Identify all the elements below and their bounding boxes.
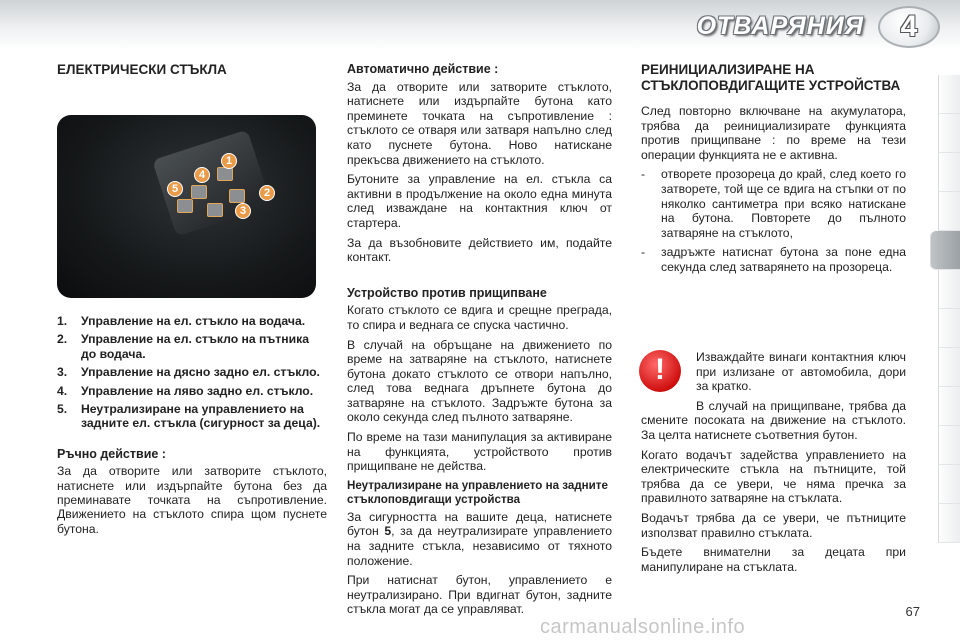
chapter-tab[interactable] bbox=[938, 348, 960, 387]
callout-2: 2 bbox=[259, 185, 275, 201]
reinit-heading: РЕИНИЦИАЛИЗИРАНЕ НА СТЪКЛОПОВДИГАЩИТЕ УСТРОЙСТВА bbox=[641, 62, 901, 93]
warning-paragraph: Бъдете внимателни за децата при манипулиране на стъклата. bbox=[641, 545, 906, 574]
chapter-tab[interactable] bbox=[938, 426, 960, 465]
paragraph: За да отворите или затворите стъклото, натиснете или издърпайте бутона като преминете точката на съпротивление : стъклото се отваря или затваря напълно след като пуснете бутона. Ново натискане прекъсва движението на стъклото. bbox=[347, 79, 612, 167]
warning-paragraph: В случай на прищипване, трябва да смените посоката на движение на стъклото. За целта натиснете съответния бутон. bbox=[641, 398, 906, 442]
list-item: 5. Неутрализиране на управлението на задните ел. стъкла (сигурност за деца). bbox=[57, 402, 321, 431]
paragraph: В случай на обръщане на движението по време на затваряне на стъклото, натиснете бутона докато стъклото се отвори напълно, след това веднага дръпнете бутона до затваряне на стъклото. Задръжте бутона за около секунда след пълното затваряне. bbox=[347, 337, 612, 425]
chapter-tab[interactable] bbox=[938, 153, 960, 192]
list-item: - задръжте натиснат бутона за поне една секунда след затварянето на прозореца. bbox=[641, 245, 906, 274]
chapter-tab[interactable] bbox=[938, 387, 960, 426]
switch-1 bbox=[217, 167, 233, 181]
paragraph: За да възобновите действието им, подайте контакт. bbox=[347, 235, 612, 265]
warning-paragraph: Водачът трябва да се увери, че пътниците използват правилно стъклата. bbox=[641, 510, 906, 540]
page-header bbox=[0, 0, 960, 50]
switch-2 bbox=[229, 189, 245, 203]
chapter-tab[interactable] bbox=[938, 309, 960, 348]
paragraph: След повторно включване на акумулатора, трябва да реинициализирате функцията против прищипване : по време на тези операции функцията не е активна. bbox=[641, 104, 906, 162]
paragraph: По време на тази манипулация за активиране на функцията, устройството против прищипване не действа. bbox=[347, 430, 612, 474]
warning-paragraph: Изваждайте винаги контактния ключ при излизане от автомобила, дори за кратко. bbox=[696, 350, 906, 394]
anti-pinch-heading: Устройство против прищипване bbox=[347, 285, 547, 300]
chapter-tab-active[interactable] bbox=[930, 231, 960, 270]
chapter-tab[interactable] bbox=[938, 504, 960, 543]
switch-3 bbox=[207, 203, 223, 217]
chapter-tab[interactable] bbox=[938, 270, 960, 309]
page-number: 67 bbox=[905, 604, 920, 619]
chapter-tab[interactable] bbox=[938, 75, 960, 114]
chapter-tab[interactable] bbox=[938, 192, 960, 231]
chapter-tabs bbox=[938, 75, 960, 543]
warning-box bbox=[641, 350, 906, 579]
list-item: - отворете прозореца до край, след което го затворете, той ще се вдига на стъпки от по няколко сантиметра при всяко натискане на бутона. Повторете до пълното затваряне на стъклото, bbox=[641, 167, 906, 240]
chapter-tab[interactable] bbox=[938, 465, 960, 504]
auto-operation-heading: Автоматично действие : bbox=[347, 62, 499, 76]
chapter-number: 4 bbox=[900, 10, 918, 43]
chapter-tab[interactable] bbox=[938, 114, 960, 153]
paragraph: При натиснат бутон, управлението е неутрализирано. При вдигнат бутон, задните стъкла могат да се управляват. bbox=[347, 573, 612, 617]
column-1 bbox=[57, 62, 327, 78]
chapter-number-badge bbox=[878, 6, 940, 48]
switch-5 bbox=[177, 199, 193, 213]
paragraph: Бутоните за управление на ел. стъкла са активни в продължение на около една минута след изваждане на контактния ключ от стартера. bbox=[347, 172, 612, 230]
section-heading-electric-windows: ЕЛЕКТРИЧЕСКИ СТЪКЛА bbox=[57, 62, 227, 77]
switch-4 bbox=[191, 185, 207, 199]
window-switch-photo bbox=[57, 115, 316, 298]
paragraph: Когато стъклото се вдига и срещне преграда, то спира и веднага се спуска частично. bbox=[347, 303, 612, 332]
list-item: 2. Управление на ел. стъкло на пътника до водача. bbox=[57, 332, 309, 361]
callout-4: 4 bbox=[194, 167, 210, 183]
callout-3: 3 bbox=[235, 203, 251, 219]
chapter-title: ОТВАРЯНИЯ bbox=[696, 12, 864, 40]
manual-operation-text: За да отворите или затворите стъклото, натиснете или издърпайте бутона без да преминавате точката на съпротивление. Движението на стъклото спира щом пуснете бутона. bbox=[57, 464, 327, 536]
paragraph: За сигурността на вашите деца, натиснете бутон 5, за да неутрализирате управлението на задните стъкла, независимо от тяхното положение. bbox=[347, 509, 612, 568]
list-item: 3. Управление на дясно задно ел. стъкло. bbox=[57, 365, 320, 380]
column-2 bbox=[347, 62, 612, 622]
callout-1: 1 bbox=[221, 153, 237, 169]
warning-paragraph: Когато водачът задейства управлението на електрическите стъкла на пътниците, той трябва да се увери, че няма пречка за правилното затваряне на стъклата. bbox=[641, 447, 906, 506]
manual-operation-heading: Ръчно действие : bbox=[57, 446, 166, 461]
column-3 bbox=[641, 62, 906, 280]
exclamation-icon: ! bbox=[639, 350, 681, 392]
switch-legend-list bbox=[57, 314, 327, 536]
list-item: 1. Управление на ел. стъкло на водача. bbox=[57, 314, 306, 328]
watermark: carmanualsonline.info bbox=[540, 616, 746, 638]
callout-5: 5 bbox=[167, 181, 183, 197]
list-item: 4. Управление на ляво задно ел. стъкло. bbox=[57, 383, 314, 398]
rear-neutralize-heading: Неутрализиране на управлението на задните стъклоповдигащи устройства bbox=[347, 478, 608, 506]
